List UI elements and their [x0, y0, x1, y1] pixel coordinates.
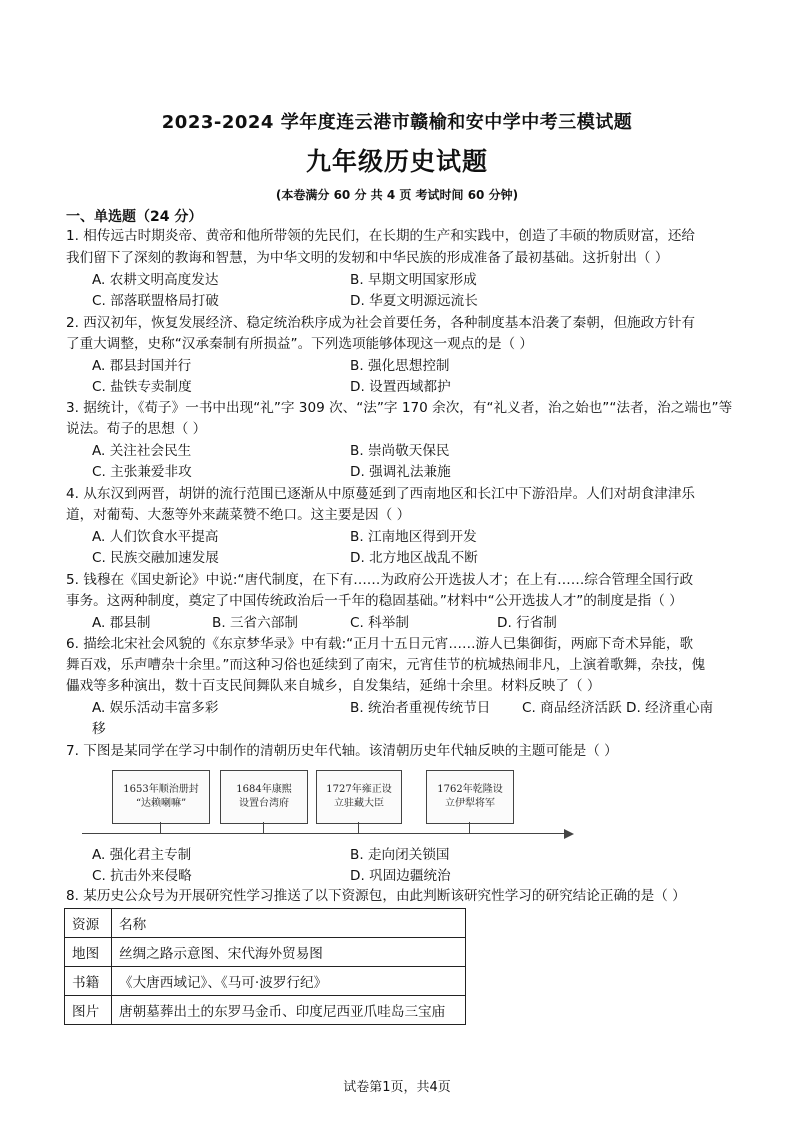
- table-row: [65, 996, 466, 1025]
- question-2-option-a: A. 郡县封国并行: [92, 358, 192, 374]
- table-cell: 资源: [65, 909, 112, 938]
- question-3-option-c: C. 主张兼爱非攻: [92, 464, 192, 480]
- table-row: [65, 967, 466, 996]
- table-cell: 《大唐西域记》、《马可·波罗行纪》: [112, 967, 466, 996]
- timeline-event-line: 1762年乾隆设: [437, 784, 503, 795]
- timeline-event-line: 1653年顺治册封: [123, 784, 199, 795]
- question-7-text: 7. 下图是某同学在学习中制作的清朝历史年代轴。该清朝历史年代轴反映的主题可能是（ ）: [66, 743, 618, 759]
- timeline-tick: [469, 822, 470, 833]
- timeline-event-line: 1727年雍正设: [326, 784, 392, 795]
- question-2-option-b: B. 强化思想控制: [350, 358, 450, 374]
- question-7-option-c: C. 抗击外来侵略: [92, 868, 192, 884]
- question-4-option-b: B. 江南地区得到开发: [350, 529, 477, 545]
- question-6-text: 6. 描绘北宋社会风貌的《东京梦华录》中有载:“正月十五日元宵……游人已集御街，两廊下奇术异能，歌: [66, 636, 694, 652]
- resource-table: [64, 908, 466, 1025]
- question-1-text: 我们留下了深刻的教诲和智慧，为中华文明的发轫和中华民族的形成准备了最初基础。这折射出（ ）: [66, 250, 669, 266]
- question-4-text: 道，对葡萄、大葱等外来蔬菜赞不绝口。这主要是因（ ）: [66, 507, 411, 523]
- table-row: [65, 909, 466, 938]
- question-5-option-b: B. 三省六部制: [212, 615, 298, 631]
- timeline-event-line: 立伊犁将军: [445, 798, 495, 809]
- timeline-axis: [82, 833, 566, 834]
- question-1-option-a: A. 农耕文明高度发达: [92, 272, 219, 288]
- question-6-option-b: B. 统治者重视传统节日: [350, 700, 491, 716]
- table-cell: 书籍: [65, 967, 112, 996]
- question-6-option-a: A. 娱乐活动丰富多彩: [92, 700, 219, 716]
- timeline-event-line: 1684年康熙: [236, 784, 292, 795]
- question-5-option-a: A. 郡县制: [92, 615, 151, 631]
- section-heading: 一、单选题（24 分）: [66, 209, 203, 225]
- timeline-event: [426, 770, 514, 824]
- exam-subtitle: 九年级历史试题: [305, 147, 488, 176]
- question-7-option-b: B. 走向闭关锁国: [350, 847, 450, 863]
- question-1-option-d: D. 华夏文明源远流长: [350, 293, 478, 309]
- question-8-text: 8. 某历史公众号为开展研究性学习推送了以下资源包，由此判断该研究性学习的研究结论正确的是（ ）: [66, 888, 686, 904]
- page-footer: 试卷第1页，共4页: [343, 1080, 451, 1095]
- question-4-option-d: D. 北方地区战乱不断: [350, 550, 478, 566]
- exam-note: (本卷满分 60 分 共 4 页 考试时间 60 分钟): [275, 188, 519, 202]
- timeline-tick: [263, 822, 264, 833]
- question-5-text: 5. 钱穆在《国史新论》中说:“唐代制度，在下有……为政府公开选拔人才；在上有……综合管理全国行政: [66, 572, 694, 588]
- question-7-option-a: A. 强化君主专制: [92, 847, 192, 863]
- question-2-option-d: D. 设置西域都护: [350, 379, 451, 395]
- question-4-option-a: A. 人们饮食水平提高: [92, 529, 219, 545]
- question-6-option-cd: C. 商品经济活跃 D. 经济重心南: [522, 700, 714, 716]
- exam-title: 2023-2024 学年度连云港市赣榆和安中学中考三模试题: [161, 112, 633, 133]
- table-row: [65, 938, 466, 967]
- question-6-text: 儡戏等多种演出，数十百支民间舞队来自城乡，自发集结，延绵十余里。材料反映了（ ）: [66, 678, 601, 694]
- table-cell: 地图: [65, 938, 112, 967]
- timeline-event-line: “达赖喇嘛”: [135, 798, 187, 809]
- question-2-text: 2. 西汉初年，恢复发展经济、稳定统治秩序成为社会首要任务，各种制度基本沿袭了秦朝，但施政方针有: [66, 315, 696, 331]
- question-4-option-c: C. 民族交融加速发展: [92, 550, 219, 566]
- question-5-option-d: D. 行省制: [497, 615, 557, 631]
- timeline-event: [316, 770, 402, 824]
- question-3-text: 3. 据统计，《荀子》一书中出现“礼”字 309 次、“法”字 170 余次，有“礼义者，治之始也”“法者，治之端也”等: [66, 400, 733, 416]
- table-cell: 丝绸之路示意图、宋代海外贸易图: [112, 938, 466, 967]
- timeline-event: [220, 770, 308, 824]
- question-1-text: 1. 相传远古时期炎帝、黄帝和他所带领的先民们，在长期的生产和实践中，创造了丰硕的物质财富，还给: [66, 228, 696, 244]
- table-cell: 唐朝墓葬出土的东罗马金币、印度尼西亚爪哇岛三宝庙: [112, 996, 466, 1025]
- question-2-option-c: C. 盐铁专卖制度: [92, 379, 192, 395]
- timeline-event: [112, 770, 210, 824]
- timeline-tick: [160, 822, 161, 833]
- timeline-tick: [358, 822, 359, 833]
- question-3-option-a: A. 关注社会民生: [92, 443, 192, 459]
- question-5-option-c: C. 科举制: [350, 615, 409, 631]
- question-3-option-d: D. 强调礼法兼施: [350, 464, 451, 480]
- question-1-option-b: B. 早期文明国家形成: [350, 272, 477, 288]
- timeline-event-line: 立驻藏大臣: [334, 798, 384, 809]
- timeline-arrow-icon: [564, 829, 574, 839]
- question-4-text: 4. 从东汉到两晋，胡饼的流行范围已逐渐从中原蔓延到了西南地区和长江中下游沿岸。人们对胡食津津乐: [66, 486, 696, 502]
- timeline-event-line: 设置台湾府: [239, 798, 289, 809]
- table-cell: 图片: [65, 996, 112, 1025]
- question-1-option-c: C. 部落联盟格局打破: [92, 293, 219, 309]
- question-6-option-continued: 移: [92, 721, 106, 737]
- question-3-option-b: B. 崇尚敬天保民: [350, 443, 450, 459]
- question-3-text: 说法。荀子的思想（ ）: [66, 421, 207, 437]
- question-7-option-d: D. 巩固边疆统治: [350, 868, 451, 884]
- question-5-text: 事务。这两种制度，奠定了中国传统政治后一千年的稳固基础。”材料中“公开选拔人才”的制度是指（ ）: [66, 593, 683, 609]
- question-6-text: 舞百戏，乐声嘈杂十余里。”而这种习俗也延续到了南宋，元宵佳节的杭城热闹非凡，上演着歌舞，杂技，傀: [66, 657, 706, 673]
- question-2-text: 了重大调整，史称“汉承秦制有所损益”。下列选项能够体现这一观点的是（ ）: [66, 336, 533, 352]
- table-cell: 名称: [112, 909, 466, 938]
